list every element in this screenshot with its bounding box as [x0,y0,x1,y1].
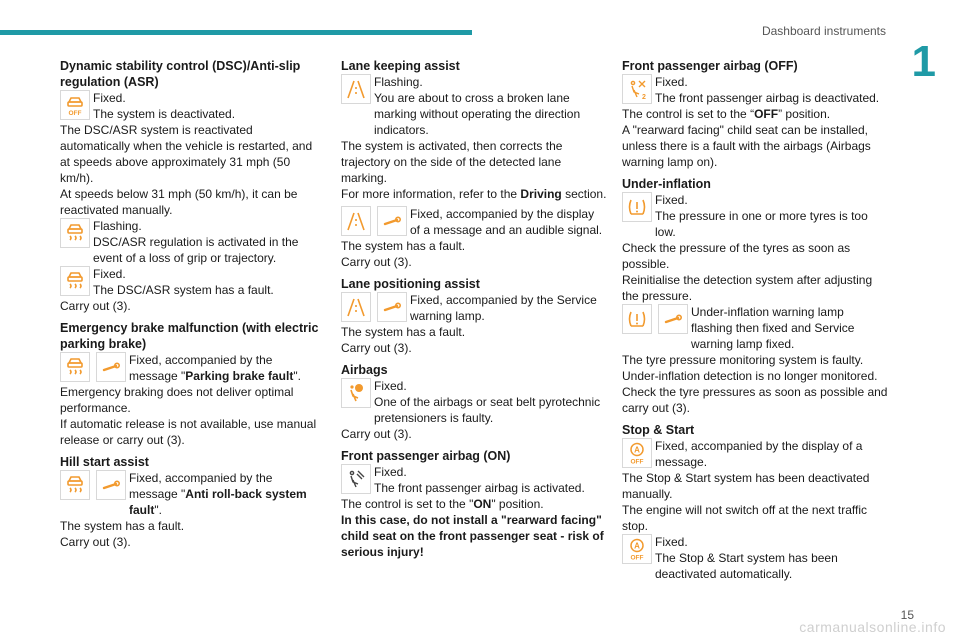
dsc-skid-icon [60,352,90,382]
warning-note: In this case, do not install a "rearward facing" child seat on the front passenger seat - risk of serious injury! [341,513,604,559]
section-under-inflation: Under-inflation Fixed. The pressure in one or more tyres is too low. Check the pressure of the tyres as soon as possible. Reinitialise the detection system after adjusting the pressure. Under-inflation warning lamp flashing then fixed and Service warning lamp fixed. The tyre pressure monitoring system is faulty. Under-inflation detection is no longer monitored. Check the tyre pressures as soon as possible and carry out (3). [622,177,888,415]
stop-start-off-icon [622,534,652,564]
service-wrench-icon [96,470,126,500]
section-title: Emergency brake malfunction (with electric parking brake) [60,321,319,351]
dsc-skid-icon [60,218,90,248]
airbag-off-icon [622,74,652,104]
section-lane-keeping: Lane keeping assist Flashing. You are about to cross a broken lane marking without operating the direction indicators. The system is activated, then corrects the trajectory on the side of the detected lane marking. For more information, refer to the Driving section. Fixed, accompanied by the display of a message and an audible signal. The system has a fault. Carry out (3). [341,59,607,269]
dsc-skid-icon [60,266,90,296]
stop-start-letter: A [634,541,640,551]
stop-start-letter: A [634,445,640,455]
dsc-off-warning-icon [60,90,90,120]
svg-text:2: 2 [642,94,646,101]
off-label: OFF [630,554,644,561]
section-title: Dynamic stability control (DSC)/Anti-slip regulation (ASR) [60,59,301,89]
airbag-warning-icon [341,378,371,408]
section-title: Lane keeping assist [341,59,460,73]
column-1 [60,58,322,550]
off-label: OFF [68,110,82,117]
section-dsc: Dynamic stability control (DSC)/Anti-slip regulation (ASR) OFF Fixed. The system is deactivated. The DSC/ASR system is reactivated automatically when the vehicle is restarted, and at speeds above approximately 31 mph (50 km/h). At speeds below 31 mph (50 km/h), it can be reactivated manually. Flashing. DSC/ASR regulation is activated in the event of a loss of grip or trajectory. Fixed. The DSC/ASR system has a fault. Carry out (3). [60,58,322,314]
section-title: Under-inflation [622,177,711,191]
section-title: Lane positioning assist [341,277,480,291]
lane-keeping-icon [341,74,371,104]
tyre-pressure-icon [622,304,652,334]
lane-positioning-icon [341,292,371,322]
tyre-pressure-icon [622,192,652,222]
section-lane-positioning: Lane positioning assist Fixed, accompanied by the Service warning lamp. The system has a fault. Carry out (3). [341,276,607,356]
airbag-on-icon [341,464,371,494]
service-wrench-icon [377,292,407,322]
section-title: Hill start assist [60,455,149,469]
service-wrench-icon [377,206,407,236]
chapter-number: 1 [911,37,936,86]
section-airbags: Airbags Fixed. One of the airbags or seat belt pyrotechnic pretensioners is faulty. Carry out (3). [341,362,607,442]
dsc-skid-icon [60,470,90,500]
watermark: carmanualsonline.info [799,619,946,635]
off-label: OFF [630,458,644,465]
section-emergency-brake: Emergency brake malfunction (with electric parking brake) Fixed, accompanied by the message "Parking brake fault". Emergency braking does not deliver optimal performance. If automatic release is not available, use manual release or carry out (3). [60,320,322,448]
column-3 [622,58,888,582]
lane-keeping-icon [341,206,371,236]
stop-start-off-icon [622,438,652,468]
column-2 [341,58,607,560]
section-header-title: Dashboard instruments [761,24,886,38]
section-title: Front passenger airbag (OFF) [622,59,798,73]
header-accent-bar [0,30,472,35]
page-number: 15 [900,608,914,622]
section-hill-start: Hill start assist Fixed, accompanied by the message "Anti roll-back system fault". The system has a fault. Carry out (3). [60,454,322,550]
section-stop-start: Stop & Start A OFF Fixed, accompanied by the display of a message. The Stop & Start system has been deactivated manually. The engine will not switch off at the next traffic stop. A OFF Fixed. The Stop & Start system has been deactivated automatically. [622,422,888,582]
section-title: Front passenger airbag (ON) [341,449,511,463]
section-front-airbag-on: Front passenger airbag (ON) Fixed. The front passenger airbag is activated. The control is set to the "ON" position. In this case, do not install a "rearward facing" child seat on the front passenger seat - risk of serious injury! [341,448,607,560]
section-front-airbag-off: Front passenger airbag (OFF) 2 Fixed. The front passenger airbag is deactivated. The control is set to the “OFF” position. A "rearward facing" child seat can be installed, unless there is a fault with the airbags (Airbags warning lamp on). [622,58,888,170]
section-title: Stop & Start [622,423,695,437]
section-title: Airbags [341,363,388,377]
service-wrench-icon [96,352,126,382]
service-wrench-icon [658,304,688,334]
